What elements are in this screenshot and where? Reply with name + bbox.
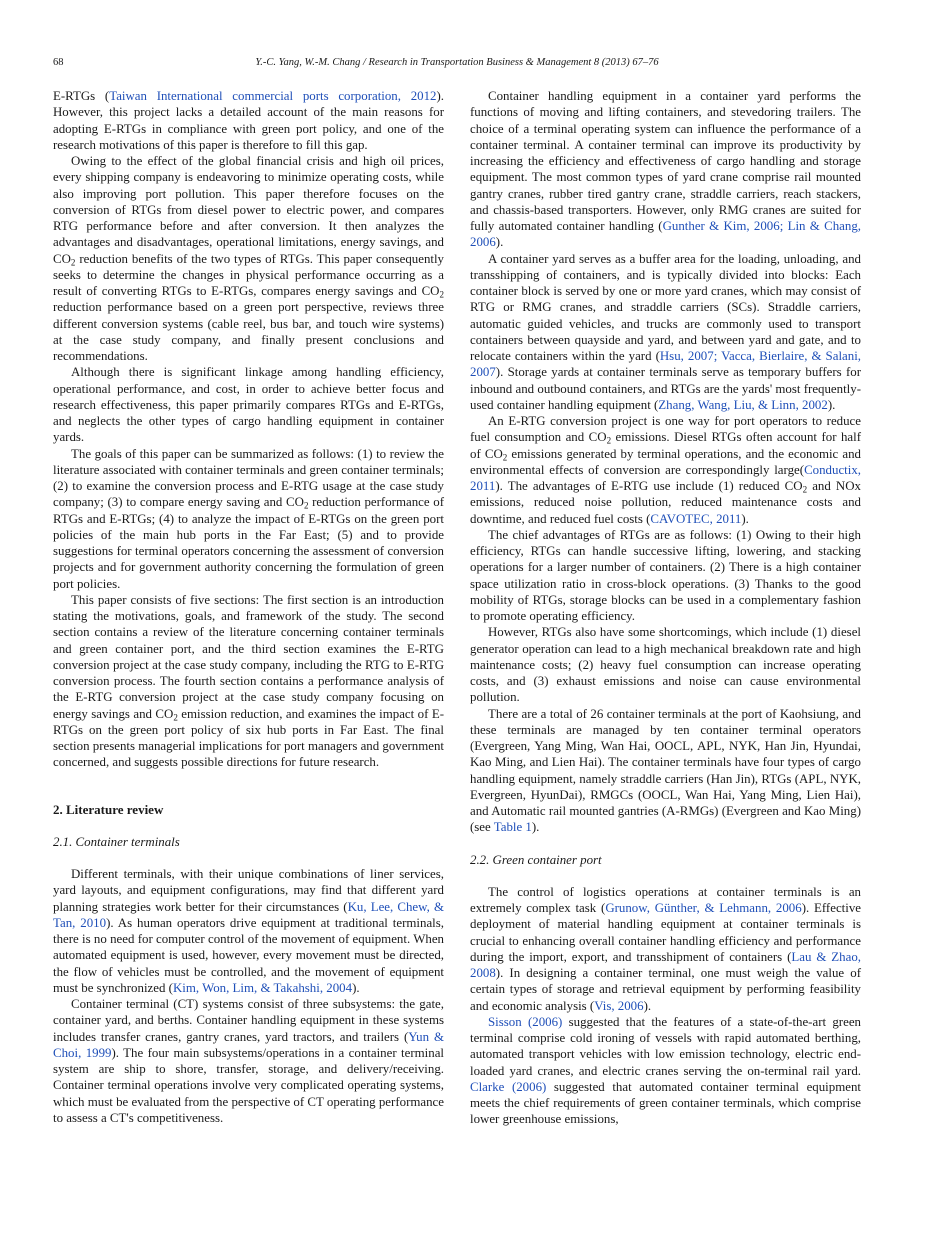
paragraph: Container terminal (CT) systems consist of three subsystems: the gate, container yard, and berths. Container handling equipment in these systems includes transfer cranes, gantry cranes, yard tractors, and trailers (Yun & Choi, 1999). The four main subsystems/operations in a container terminal system are ship to shore, transfer, storage, and delivery/receiving. Container terminal operations involve very complicated operating systems, which must be evaluated from the perspective of CT operating performance to assess a CT's competitiveness. — [53, 997, 444, 1125]
citation-link[interactable]: Lau & Zhao, 2008 — [470, 949, 861, 980]
paragraph: The chief advantages of RTGs are as follows: (1) Owing to their high efficiency, RTGs can handle successive lifting, lowering, and stacking operations for a larger number of containers. (2) There is a high container space utilization ratio in cross-block operations. (3) Thanks to the good mobility of RTGs, storage blocks can be used in a complementary fashion to promote operating efficiency. — [470, 527, 861, 623]
citation-link[interactable]: Conductix, 2011 — [470, 462, 861, 493]
paragraph: Sisson (2006) suggested that the features of a state-of-the-art green terminal comprise cold ironing of vessels with rapid automated berthing, automated transport vehicles with low emission technology, electric end-loaded yard cranes, and electric cranes serving the on-terminal rail yard. Clarke (2006) suggested that automated container terminal equipment meets the chief requirements of green container terminals, which comprise lower greenhouse emissions, — [470, 1014, 861, 1127]
citation-link[interactable]: Grunow, Günther, & Lehmann, 2006 — [605, 901, 802, 915]
paragraph: Although there is significant linkage among handling efficiency, operational performance, and cost, in order to achieve better focus and research effectiveness, this paper primarily compares RTGs and E-RTGs, and neglects the other types of cargo handling equipment in container yards. — [53, 365, 444, 445]
citation-link[interactable]: Gunther & Kim, 2006; Lin & Chang, 2006 — [470, 219, 861, 250]
citation-link[interactable]: Kim, Won, Lim, & Takahshi, 2004 — [172, 980, 353, 995]
citation-link[interactable]: Yun & Choi, 1999 — [53, 1029, 444, 1060]
citation-link[interactable]: Clarke (2006) — [470, 1079, 547, 1094]
subsection-heading: 2.2. Green container port — [470, 852, 602, 867]
paragraph: There are a total of 26 container terminals at the port of Kaohsiung, and these terminals are managed by ten container terminal operators (Evergreen, Yang Ming, Wan Hai, OOCL, APL, NYK, Han Jin, Hyundai, Kao Ming, and Lien Hai). The container terminals have four types of cargo handling equipment, namely straddle carriers (Han Jin), RTGs (APL, NYK, Evergreen, HyunDai), RMGCs (OOCL, Wan Hai, Yang Ming, Lien Hai), and Automatic rail mounted gantries (A-RMGs) (Evergreen and Kao Ming) (see Table 1). — [470, 706, 861, 835]
citation-link[interactable]: Zhang, Wang, Liu, & Linn, 2002 — [658, 397, 828, 412]
paragraph: Container handling equipment in a container yard performs the functions of moving and lifting containers, and stevedoring trailers. The choice of a terminal operating system can influence the performance of a container terminal. A container terminal can improve its productivity by increasing the efficiency and effectiveness of cargo handling and storage equipment. The most common types of yard crane comprise rail mounted gantry cranes, rubber tired gantry crane, straddle carriers, reach stackers, and chassis-based transporters. However, only RMG cranes are suited for fully automated container handling (Gunther & Kim, 2006; Lin & Chang, 2006). — [470, 89, 861, 250]
citation-link[interactable]: Vis, 2006 — [594, 998, 644, 1013]
paragraph: However, RTGs also have some shortcomings, which include (1) diesel generator operation can lead to a high mechanical breakdown rate and high maintenance costs; (2) heavy fuel consumption can increase operating costs, and (3) exhaust emissions and noise can cause environmental pollution. — [470, 625, 861, 705]
section-heading: 2. Literature review — [53, 801, 164, 817]
paragraph: The control of logistics operations at container terminals is an extremely complex task (Grunow, Günther, & Lehmann, 2006). Effective deployment of material handling equipment at container terminals is crucial to enhancing overall container handling efficiency and performance during the import, export, and transshipment of containers (Lau & Zhao, 2008). In designing a container terminal, one must weigh the value of certain types of storage and retrieval equipment by performing feasibility and economic analysis (Vis, 2006). — [470, 884, 861, 1013]
paragraph: A container yard serves as a buffer area for the loading, unloading, and transshipping of containers, and is typically divided into blocks: Each container block is served by one or more yard cranes, which may consist of RTG or RMG cranes, and straddle carriers (SCs). Straddle carriers, automatic guided vehicles, and trucks are commonly used to transport containers between quayside and yard, and between yard and gate, and to relocate containers within the yard (Hsu, 2007; Vacca, Bierlaire, & Salani, 2007). Storage yards at container terminals serve as temporary buffers for inbound and outbound containers, and RTGs are the yards' most frequently-used container handling equipment (Zhang, Wang, Liu, & Linn, 2002). — [470, 251, 861, 412]
citation-link[interactable]: Hsu, 2007; Vacca, Bierlaire, & Salani, 2007 — [470, 349, 861, 380]
citation-link[interactable]: Taiwan International commercial ports corporation, 2012 — [109, 89, 437, 103]
paragraph: E-RTGs (Taiwan International commercial ports corporation, 2012). However, this project lacks a detailed account of the main reasons for adopting E-RTGs in compliance with green port policy, and one of the research motivations of this paper is therefore to fill this gap. — [53, 89, 444, 152]
citation-link[interactable]: Sisson (2006) — [488, 1014, 563, 1029]
paragraph: The goals of this paper can be summarized as follows: (1) to review the literature associated with container terminals and green container terminals; (2) to examine the conversion process and E-RTG usage at the case study company; (3) to compare energy saving and $CO_2$ reduction performance of RTGs and E-RTGs; (4) to analyze the impact of E-RTGs on the green port policies of the main hub ports in the Far East; (5) and to provide suggestions for terminal operators concerning the assessment of conversion projects and for government authority concerning the formulation of green port policies. — [53, 446, 444, 591]
left-column — [53, 88, 444, 1126]
paragraph: Different terminals, with their unique combinations of liner services, yard layouts, and equipment configurations, may find that different yard planning strategies work better for their circumstances (Ku, Lee, Chew, & Tan, 2010). As human operators drive equipment at traditional terminals, there is no need for computer control of the movement of equipment. When automated equipment is used, however, every movement must be directed, the flow of vehicles must be controlled, and the movement of equipment must be synchronized (Kim, Won, Lim, & Takahshi, 2004). — [53, 867, 445, 995]
paragraph: An E-RTG conversion project is one way for port operators to reduce fuel consumption and $CO_2$ emissions. Diesel RTGs often account for half of $CO_2$ emissions generated by terminal operations, and the economic and environmental effects of conversion are correspondingly large(Conductix, 2011). The advantages of E-RTG use include (1) reduced $CO_2$ and NOx emissions, reduced noise pollution, reduced maintenance costs and downtime, and reduced fuel costs (CAVOTEC, 2011). — [470, 414, 862, 526]
right-column — [470, 88, 861, 1128]
subsection-heading: 2.1. Container terminals — [53, 834, 180, 849]
paragraph: Owing to the effect of the global financial crisis and high oil prices, every shipping company is endeavoring to minimize operating costs, while also improving port pollution. This paper therefore focuses on the conversion of RTGs from diesel power to electric power, and compares RTG performance before and after conversion. It then analyzes the advantages and disadvantages, operational limitations, energy savings, and $CO_2$ reduction benefits of the two types of RTGs. This paper consequently seeks to determine the changes in physical performance occurring as a result of converting RTGs to E-RTGs, compares energy savings and $CO_2$ reduction performance based on a green port perspective, reviews three different conversion systems (cable reel, bus bar, and touch wire systems) at the case study company, and finally present conclusions and recommendations. — [53, 154, 444, 363]
table-reference-link[interactable]: Table 1 — [493, 820, 532, 835]
citation-link[interactable]: Ku, Lee, Chew, & Tan, 2010 — [53, 899, 445, 930]
running-head: Y.-C. Yang, W.-M. Chang / Research in Transportation Business & Management 8 (2013) 67–76 — [255, 57, 659, 68]
citation-link[interactable]: CAVOTEC, 2011 — [650, 511, 742, 526]
page-header — [53, 57, 861, 71]
page-number: 68 — [53, 57, 64, 68]
paragraph: This paper consists of five sections: The first section is an introduction stating the motivations, goals, and framework of the study. The second section contains a review of the literature concerning container terminals and green container port, and the third section examines the E-RTG conversion project at the case study company, including the RTG to E-RTG conversion process. The fourth section contains a performance analysis of the E-RTG conversion project at the case study company focusing on energy savings and $CO_2$ emission reduction, and examines the impact of E-RTGs on the green port policy of six hub ports in Far East. The final section presents managerial implications for port managers and government concerned, and suggests possible directions for future research. — [53, 592, 444, 770]
